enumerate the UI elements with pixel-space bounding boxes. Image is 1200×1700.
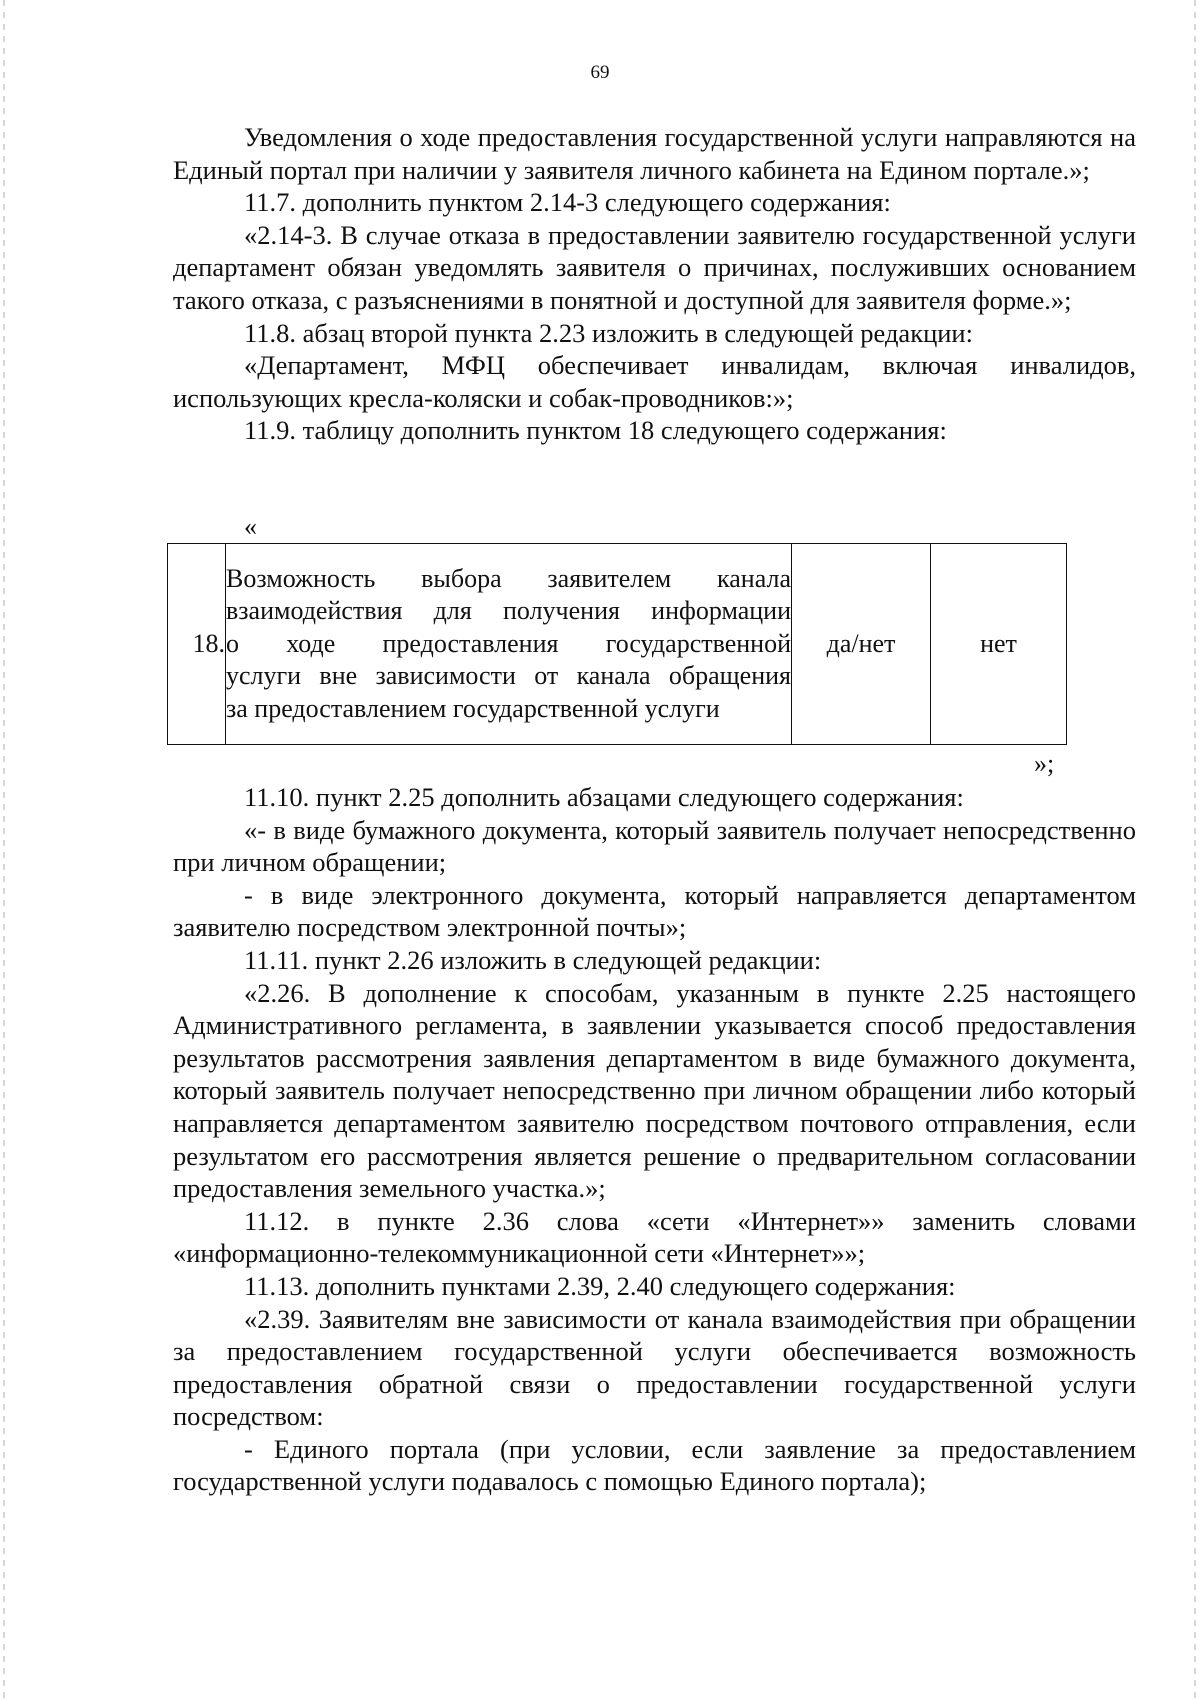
paragraph: - Единого портала (при условии, если заявление за предоставлением государственной услуги подавалось с помощью Единого портала);: [173, 1433, 1136, 1497]
paragraph: «Департамент, МФЦ обеспечивает инвалидам, включая инвалидов, использующих кресла-коляски и собак-проводников:»;: [173, 350, 1136, 413]
description-line: Возможность выбора заявителем канала: [226, 563, 791, 593]
paragraph: - в виде электронного документа, который направляется департаментом заявителю посредством электронной почты»;: [173, 879, 1136, 943]
page-number: 69: [590, 62, 610, 83]
paragraph: 11.13. дополнить пунктами 2.39, 2.40 следующего содержания:: [244, 1270, 956, 1301]
amendment-table: [167, 543, 1067, 745]
row-value-cell: да/нет: [792, 544, 931, 745]
paragraph: «2.39. Заявителям вне зависимости от канала взаимодействия при обращении за предоставлением государственной услуги обеспечивается возможность предоставления обратной связи о предоставлении государственной услуги посредством:: [173, 1303, 1136, 1432]
row-number-cell: 18.: [168, 544, 226, 745]
paragraph: 11.10. пункт 2.25 дополнить абзацами следующего содержания:: [244, 782, 964, 812]
table-row: [168, 544, 1067, 745]
paragraph: 11.12. в пункте 2.36 слова «сети «Интернет»» заменить словами «информационно-телекоммуникационной сети «Интернет»»;: [173, 1205, 1136, 1269]
paragraph: «- в виде бумажного документа, который заявитель получает непосредственно при личном обращении;: [173, 814, 1136, 878]
paragraph: «2.26. В дополнение к способам, указанным в пункте 2.25 настоящего Административного регламента, в заявлении указывается способ предоставления результатов рассмотрения заявления департаментом в виде бумажного документа, который заявитель получает непосредственно при личном обращении либо который направляется департаментом заявителю посредством почтового отправления, если результатом его рассмотрения является решение о предварительном согласовании предоставления земельного участка.»;: [173, 977, 1136, 1204]
paragraph: 11.9. таблицу дополнить пунктом 18 следующего содержания:: [244, 415, 947, 446]
text-block-bottom: [173, 781, 1136, 1498]
paragraph: Уведомления о ходе предоставления государственной услуги направляются на Единый портал при наличии у заявителя личного кабинета на Едином портале.»;: [173, 122, 1136, 185]
scan-edge-left: [3, 0, 5, 1700]
paragraph: 11.8. абзац второй пункта 2.23 изложить в следующей редакции:: [244, 317, 973, 348]
description-line: услуги вне зависимости от канала обращения: [226, 661, 791, 691]
table-quote-open: «: [244, 512, 257, 541]
scan-edge-right: [1194, 0, 1196, 1700]
row-description-cell: [226, 544, 792, 745]
paragraph: 11.11. пункт 2.26 изложить в следующей редакции:: [244, 944, 822, 975]
paragraph: «2.14-3. В случае отказа в предоставлении заявителю государственной услуги департамент обязан уведомлять заявителя о причинах, послуживших основанием такого отказа, с разъяснениями в понятной и доступной для заявителя форме.»;: [173, 219, 1136, 315]
description-line: за предоставлением государственной услуги: [226, 693, 720, 723]
paragraph: 11.7. дополнить пунктом 2.14-3 следующего содержания:: [244, 187, 891, 218]
table-quote-close: »;: [1034, 749, 1055, 778]
description-line: взаимодействия для получения информации: [226, 596, 791, 626]
description-line: о ходе предоставления государственной: [226, 628, 791, 658]
row-target-cell: нет: [931, 544, 1067, 745]
text-block-top: [173, 121, 1136, 447]
